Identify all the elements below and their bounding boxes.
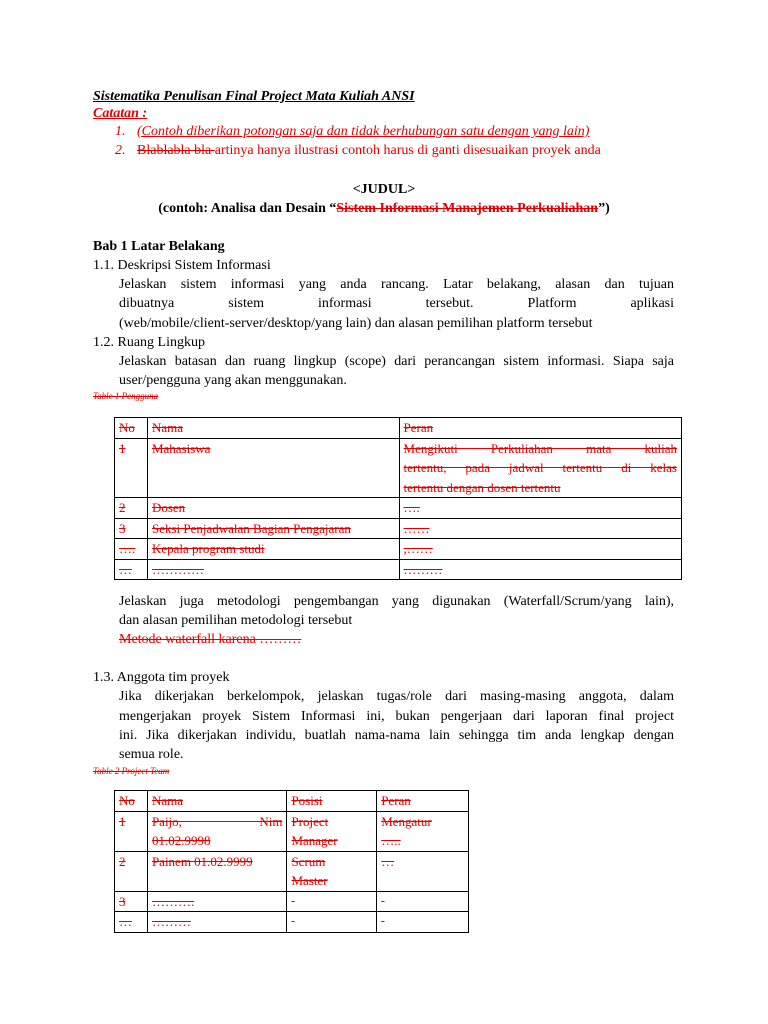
cell-nama: Seksi Penjadwalan Bagian Pengajaran bbox=[147, 518, 399, 539]
posisi-line: Scrum bbox=[291, 853, 326, 869]
table-pengguna bbox=[114, 417, 682, 580]
cell-no: …. bbox=[115, 539, 148, 560]
cell-no: 1 bbox=[115, 438, 148, 498]
cell-no: … bbox=[115, 559, 148, 580]
peran-line: ….. bbox=[381, 833, 401, 848]
nama-line: 01.02.9998 bbox=[151, 833, 211, 848]
section-1-3-heading: 1.3. Anggota tim proyek bbox=[93, 670, 230, 685]
judul-label: <JUDUL> bbox=[352, 182, 416, 197]
judul-example-prefix: (contoh: Analisa dan Desain “ bbox=[158, 201, 337, 216]
section-1-1-line-3: (web/mobile/client-server/desktop/yang lain) dan alasan pemilihan platform tersebut bbox=[119, 316, 593, 331]
cell-peran bbox=[377, 912, 469, 933]
section-1-2-line-1: Jelaskan batasan dan ruang lingkup (scope) dari perancangan sistem informasi. Siapa saja bbox=[119, 354, 674, 369]
document-title: Sistematika Penulisan Final Project Mata Kuliah ANSI bbox=[93, 89, 415, 104]
cell-posisi bbox=[287, 891, 377, 912]
section-1-3-line-3: ini. Jika dikerjakan individu, buatlah nama-nama lain sehingga tim anda lengkap dengan bbox=[119, 728, 674, 743]
header-no: No bbox=[115, 791, 148, 812]
section-1-1-line-2: dibuatnya sistem informasi tersebut. Platform aplikasi bbox=[119, 296, 674, 311]
section-1-3-line-4: semua role. bbox=[119, 747, 184, 762]
note-2-struck: Blablabla bla bbox=[137, 143, 215, 158]
header-posisi: Posisi bbox=[287, 791, 377, 812]
section-1-2-heading: 1.2. Ruang Lingkup bbox=[93, 335, 205, 350]
cell-nama: ……… bbox=[147, 912, 287, 933]
cell-no: 2 bbox=[115, 498, 148, 519]
cell-no: 2 bbox=[115, 851, 148, 891]
cell-peran: … bbox=[377, 851, 469, 891]
table-2-caption: Table 2 Project Team bbox=[93, 766, 170, 776]
cell-nama bbox=[147, 811, 287, 851]
catatan-label: Catatan : bbox=[93, 106, 148, 121]
header-no: No bbox=[115, 418, 148, 439]
header-nama: Nama bbox=[147, 418, 399, 439]
section-1-3-line-1: Jika dikerjakan berkelompok, jelaskan tugas/role dari masing-masing anggota, dalam bbox=[119, 689, 674, 704]
table-header-row bbox=[115, 418, 682, 439]
cell-peran bbox=[399, 438, 681, 498]
cell-no: 3 bbox=[115, 518, 148, 539]
header-nama: Nama bbox=[147, 791, 287, 812]
section-1-1-line-1: Jelaskan sistem informasi yang anda rancang. Latar belakang, alasan dan tujuan bbox=[119, 277, 674, 292]
peran-line: Mengikuti Perkuliahan mata kuliah bbox=[403, 440, 677, 456]
cell-nama: ………… bbox=[147, 559, 399, 580]
table-header-row bbox=[115, 791, 469, 812]
cell-peran bbox=[377, 891, 469, 912]
cell-posisi bbox=[287, 912, 377, 933]
cell-peran: ,…… bbox=[399, 539, 681, 560]
cell-nama: Painem 01.02.9999 bbox=[147, 851, 287, 891]
cell-posisi bbox=[287, 851, 377, 891]
posisi-line: Project bbox=[291, 813, 329, 829]
header-peran: Peran bbox=[399, 418, 681, 439]
cell-posisi bbox=[287, 811, 377, 851]
cell-nama: Dosen bbox=[147, 498, 399, 519]
note-2-number: 2. bbox=[115, 143, 126, 158]
table-row bbox=[115, 912, 469, 933]
table-row bbox=[115, 851, 469, 891]
metodologi-line-2: dan alasan pemilihan metodologi tersebut bbox=[119, 613, 353, 628]
peran-line: Mengatur bbox=[381, 813, 432, 829]
cell-no: 1 bbox=[115, 811, 148, 851]
note-1-number: 1. bbox=[115, 124, 126, 139]
cell-no: 3 bbox=[115, 891, 148, 912]
note-2 bbox=[115, 141, 601, 161]
judul-example-struck: Sistem Informasi Manajemen Perkualiahan bbox=[336, 201, 599, 216]
metodologi-example: Metode waterfall karena ……… bbox=[119, 632, 302, 647]
table-row bbox=[115, 539, 682, 560]
table-row bbox=[115, 518, 682, 539]
cell-nama: Mahasiswa bbox=[147, 438, 399, 498]
metodologi-line-1: Jelaskan juga metodologi pengembangan yang digunakan (Waterfall/Scrum/yang lain), bbox=[119, 594, 674, 609]
table-row bbox=[115, 438, 682, 498]
cell-peran: …. bbox=[399, 498, 681, 519]
cell-peran: …… bbox=[399, 518, 681, 539]
header-peran: Peran bbox=[377, 791, 469, 812]
cell-nama: ………. bbox=[147, 891, 287, 912]
bab1-title: Bab 1 Latar Belakang bbox=[93, 239, 225, 254]
table-project-team bbox=[114, 790, 469, 933]
cell-no: … bbox=[115, 912, 148, 933]
table-row bbox=[115, 498, 682, 519]
table-row bbox=[115, 559, 682, 580]
cell-peran bbox=[377, 811, 469, 851]
section-1-1-heading: 1.1. Deskripsi Sistem Informasi bbox=[93, 258, 271, 273]
note-1 bbox=[115, 122, 589, 142]
peran-line: tertentu, pada jadwal tertentu di kelas bbox=[403, 460, 677, 475]
section-1-3-line-2: mengerjakan proyek Sistem Informasi ini, bukan pengerjaan dari laporan final project bbox=[119, 709, 674, 724]
table-row bbox=[115, 811, 469, 851]
peran-line: tertentu dengan dosen tertentu bbox=[403, 479, 561, 495]
posisi-line: Master bbox=[291, 873, 328, 888]
judul-example-suffix: ”) bbox=[598, 201, 610, 216]
table-1-caption: Table 1 Pengguna bbox=[93, 391, 159, 401]
judul-example bbox=[0, 199, 768, 219]
cell-nama: Kepala program studi bbox=[147, 539, 399, 560]
section-1-2-line-2: user/pengguna yang akan menggunakan. bbox=[119, 373, 347, 388]
posisi-line: Manager bbox=[291, 833, 338, 848]
cell-peran: ……… bbox=[399, 559, 681, 580]
table-row bbox=[115, 891, 469, 912]
note-2-text: artinya hanya ilustrasi contoh harus di ganti disesuaikan proyek anda bbox=[214, 143, 601, 158]
nama-line: Paijo, Nim bbox=[151, 813, 283, 829]
note-1-text: (Contoh diberikan potongan saja dan tidak berhubungan satu dengan yang lain) bbox=[137, 124, 590, 139]
